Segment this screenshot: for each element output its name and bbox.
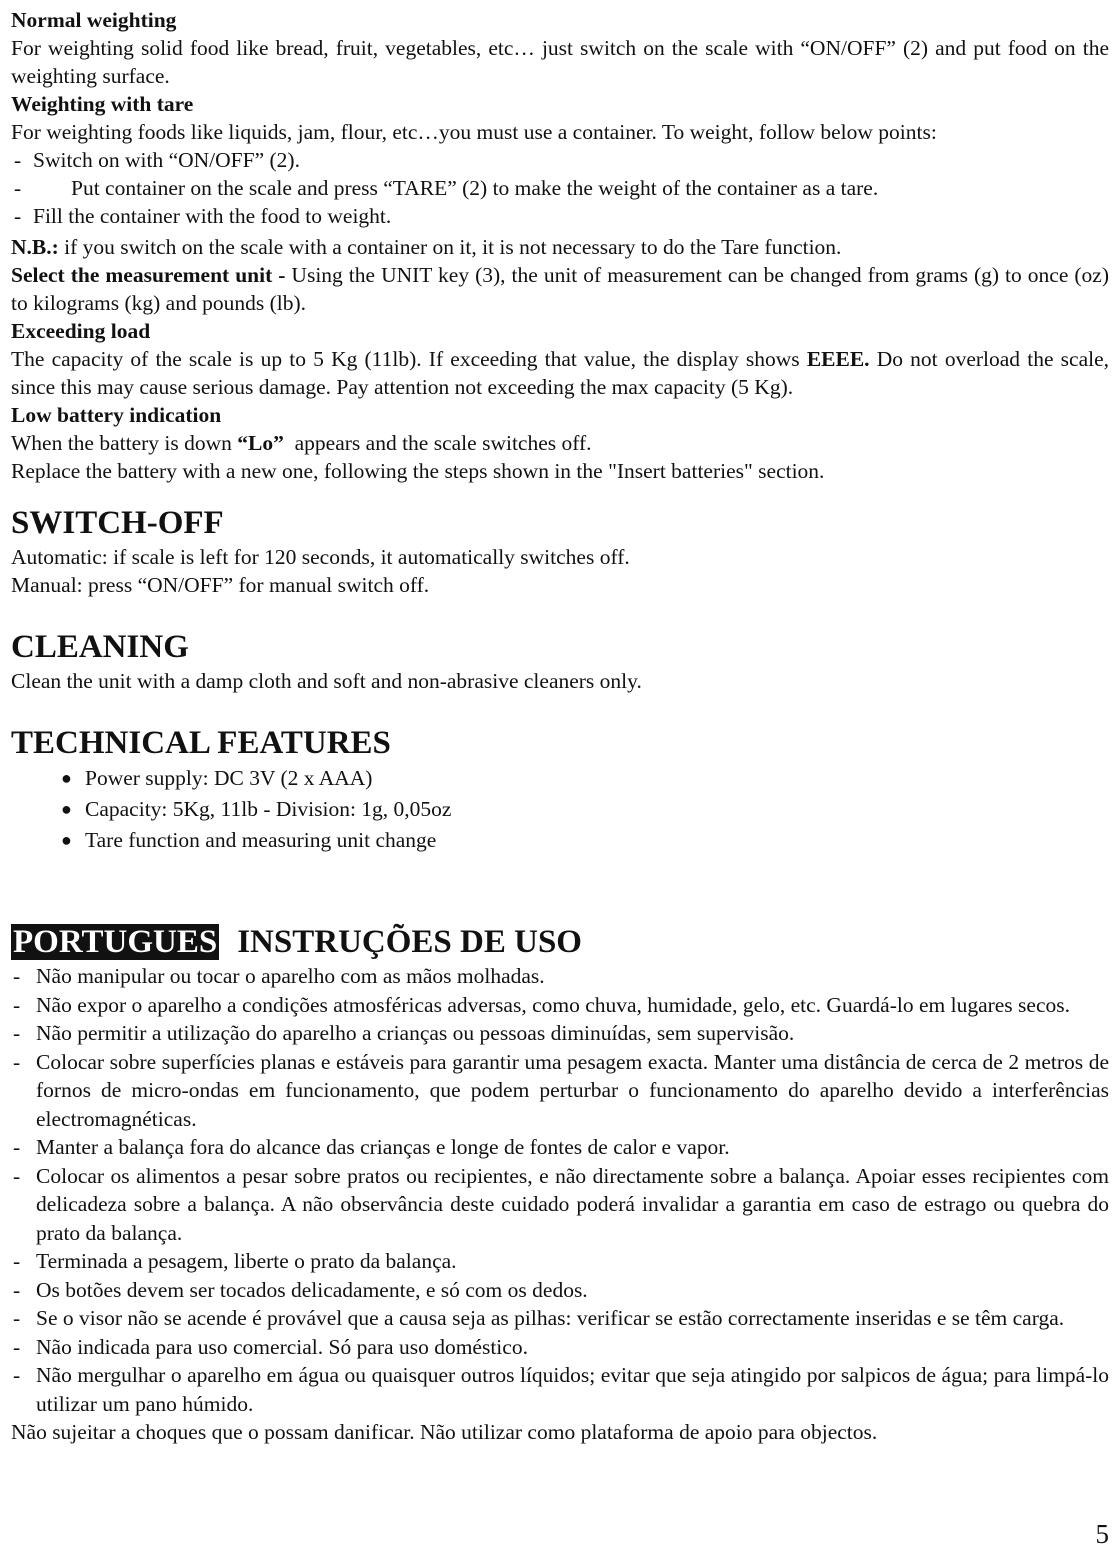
portugues-list <box>11 962 1109 1418</box>
portugues-item-text: Não mergulhar o aparelho em água ou quaisquer outros líquidos; evitar que seja atingido por salpicos de água; para limpá-lo utilizar um pano húmido. <box>36 1363 1109 1416</box>
portugues-item-text: Não permitir a utilização do aparelho a crianças ou pessoas diminuídas, sem supervisão. <box>36 1021 795 1045</box>
portugues-item-text: Não expor o aparelho a condições atmosféricas adversas, como chuva, humidade, gelo, etc. Guardá-lo em lugares secos. <box>36 992 1070 1017</box>
tare-step: - Put container on the scale and press “TARE” (2) to make the weight of the container as a tare. <box>14 176 879 200</box>
portugues-item-text: Não manipular ou tocar o aparelho com as mãos molhadas. <box>36 964 545 988</box>
technical-item <box>11 763 1109 794</box>
portugues-item: - Se o visor não se acende é provável que a causa seja as pilhas: verificar se estão correctamente inseridas e se têm carga. <box>13 1306 1065 1330</box>
portugues-item-text: Manter a balança fora do alcance das crianças e longe de fontes de calor e vapor. <box>36 1135 730 1159</box>
portugues-item-text: Os botões devem ser tocados delicadamente, e só com os dedos. <box>36 1277 588 1302</box>
portugues-item: - Não mergulhar o aparelho em água ou quaisquer outros líquidos; evitar que seja atingido por salpicos de água; para limpá-lo utilizar um pano húmido. <box>13 1363 1109 1416</box>
low-battery-text-before: When the battery is down <box>11 431 238 455</box>
portugues-item: - Não manipular ou tocar o aparelho com as mãos molhadas. <box>13 964 545 988</box>
technical-item-text: Power supply: DC 3V (2 x AAA) <box>85 766 373 790</box>
bullet-icon: ● <box>61 768 72 788</box>
low-battery-line2: Replace the battery with a new one, following the steps shown in the "Insert batteries" section. <box>11 459 825 483</box>
technical-list <box>11 763 1109 856</box>
bullet-icon: ● <box>61 830 72 850</box>
switch-off-title: SWITCH-OFF <box>11 505 224 541</box>
portugues-item: - Não expor o aparelho a condições atmosféricas adversas, como chuva, humidade, gelo, etc. Guardá-lo em lugares secos. <box>13 992 1070 1017</box>
portugues-item-text: Não indicada para uso comercial. Só para uso doméstico. <box>36 1334 528 1359</box>
portugues-item: - Colocar sobre superfícies planas e estáveis para garantir uma pesagem exacta. Manter uma distância de cerca de 2 metros de fornos de micro-ondas em funcionamento, que podem perturbar o funcionamento do aparelho devido a interferências electromagnéticas. <box>13 1049 1109 1131</box>
technical-item-text: Tare function and measuring unit change <box>85 828 437 852</box>
tare-step: - Switch on with “ON/OFF” (2). <box>14 148 300 172</box>
nb-note <box>11 233 1109 261</box>
portugues-item: - Os botões devem ser tocados delicadamente, e só com os dedos. <box>13 1277 588 1302</box>
nb-text: if you switch on the scale with a container on it, it is not necessary to do the Tare function. <box>58 235 842 259</box>
normal-weighting-heading: Normal weighting <box>11 8 177 32</box>
portugues-item-text: Colocar os alimentos a pesar sobre pratos ou recipientes, e não directamente sobre a balança. Apoiar esses recipientes com delicadeza sobre a balança. A não observância deste cuidado poderá invalidar a garantia em caso de estrago ou quebra do prato da balança. <box>36 1163 1109 1245</box>
exceeding-heading: Exceeding load <box>11 319 151 343</box>
technical-item <box>11 825 1109 856</box>
portugues-item-text: Se o visor não se acende é provável que a causa seja as pilhas: verificar se estão correctamente inseridas e se têm carga. <box>36 1306 1065 1330</box>
portugues-title: INSTRUÇÕES DE USO <box>237 924 582 960</box>
low-battery-line1 <box>11 429 1109 457</box>
tare-step: - Fill the container with the food to weight. <box>14 204 392 228</box>
unit-label: Select the measurement unit - <box>11 263 286 287</box>
technical-item <box>11 794 1109 825</box>
nb-label: N.B.: <box>11 235 59 259</box>
manual-page <box>11 6 1109 1447</box>
portugues-item-text: Colocar sobre superfícies planas e estáveis para garantir uma pesagem exacta. Manter uma distância de cerca de 2 metros de fornos de micro-ondas em funcionamento, que podem perturbar o funcionamento do aparelho devido a interferências electromagnéticas. <box>36 1049 1109 1131</box>
switch-off-line: Manual: press “ON/OFF” for manual switch off. <box>11 573 430 597</box>
lo-code: “Lo” <box>237 431 284 455</box>
eeee-code: EEEE. <box>806 347 870 371</box>
portugues-item-text: Terminada a pesagem, liberte o prato da balança. <box>36 1249 457 1273</box>
portugues-item: - Manter a balança fora do alcance das crianças e longe de fontes de calor e vapor. <box>13 1135 730 1159</box>
low-battery-heading: Low battery indication <box>11 403 222 427</box>
tare-step-text: Put container on the scale and press “TARE” (2) to make the weight of the container as a tare. <box>71 176 879 200</box>
portugues-language-tag: PORTUGUES <box>13 924 218 960</box>
unit-text: Using the UNIT key (3), the unit of measurement can be changed from grams (g) to once (oz) to kilograms (kg) and pounds (lb). <box>11 263 1109 315</box>
tare-step-text: Fill the container with the food to weight. <box>33 204 392 228</box>
exceeding-text-after: Do not overload the scale, since this may cause serious damage. Pay attention not exceeding the max capacity (5 Kg). <box>11 347 1110 399</box>
portugues-item: - Não indicada para uso comercial. Só para uso doméstico. <box>13 1334 528 1359</box>
portugues-heading <box>11 924 1109 960</box>
portugues-item: - Colocar os alimentos a pesar sobre pratos ou recipientes, e não directamente sobre a balança. Apoiar esses recipientes com delicadeza sobre a balança. A não observância deste cuidado poderá invalidar a garantia em caso de estrago ou quebra do prato da balança. <box>13 1163 1109 1245</box>
low-battery-text-after: appears and the scale switches off. <box>283 431 592 455</box>
technical-title: TECHNICAL FEATURES <box>11 725 391 761</box>
tare-step-text: Switch on with “ON/OFF” (2). <box>33 148 300 172</box>
normal-weighting-text: For weighting solid food like bread, fruit, vegetables, etc… just switch on the scale with “ON/OFF” (2) and put food on the weighting surface. <box>11 36 1109 88</box>
page-number: 5 <box>1095 1519 1109 1549</box>
unit-paragraph <box>11 261 1109 317</box>
exceeding-text <box>11 345 1109 401</box>
tare-intro: For weighting foods like liquids, jam, flour, etc…you must use a container. To weight, follow below points: <box>11 120 937 144</box>
cleaning-title: CLEANING <box>11 629 189 665</box>
tare-heading: Weighting with tare <box>11 92 194 116</box>
switch-off-line: Automatic: if scale is left for 120 seconds, it automatically switches off. <box>11 545 630 569</box>
portugues-item: - Terminada a pesagem, liberte o prato da balança. <box>13 1249 457 1273</box>
portugues-closing: Não sujeitar a choques que o possam danificar. Não utilizar como plataforma de apoio para objectos. <box>11 1420 878 1444</box>
bullet-icon: ● <box>61 799 72 819</box>
portugues-item: - Não permitir a utilização do aparelho a crianças ou pessoas diminuídas, sem supervisão. <box>13 1021 795 1045</box>
technical-item-text: Capacity: 5Kg, 11lb - Division: 1g, 0,05oz <box>85 797 452 821</box>
exceeding-text-before: The capacity of the scale is up to 5 Kg (11lb). If exceeding that value, the display shows <box>11 347 807 371</box>
cleaning-text: Clean the unit with a damp cloth and soft and non-abrasive cleaners only. <box>11 669 642 693</box>
